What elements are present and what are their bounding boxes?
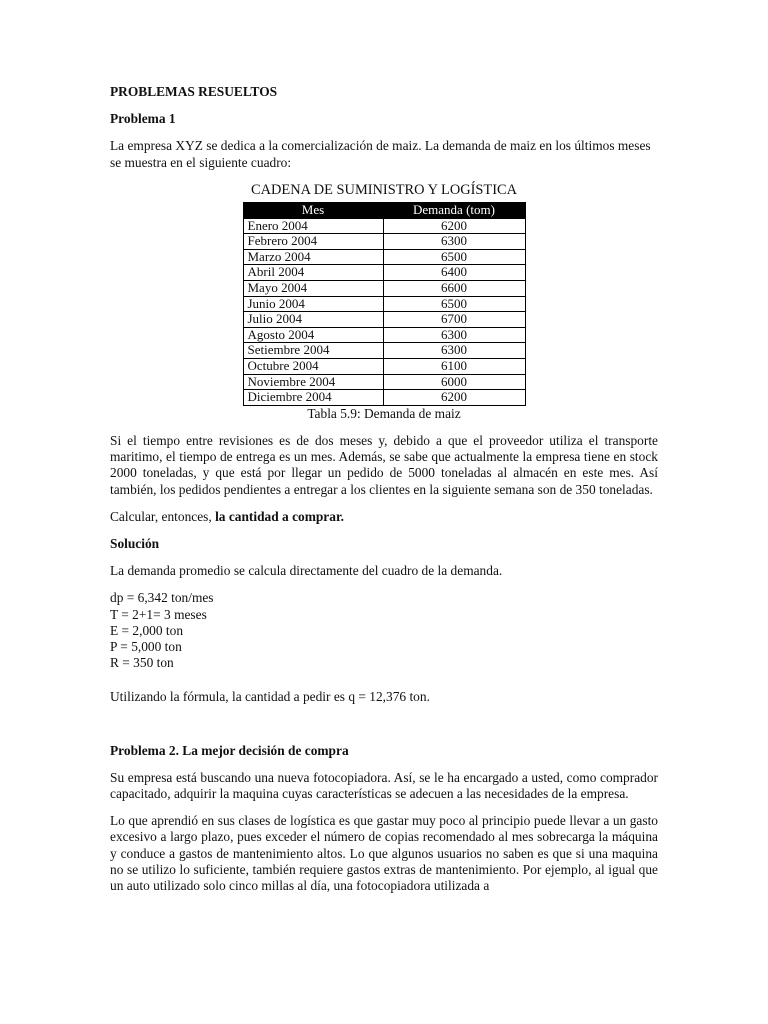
demand-cell: 6600 [383,280,525,296]
table-row [243,358,525,374]
column-header-demand: Demanda (tom) [383,203,525,219]
problem-2-title: Problema 2. La mejor decisión de compra [110,742,349,758]
month-cell: Marzo 2004 [243,249,383,265]
demand-cell: 6500 [383,249,525,265]
month-cell: Octubre 2004 [243,358,383,374]
demand-cell: 6500 [383,296,525,312]
table-row [243,234,525,250]
demand-cell: 6200 [383,218,525,234]
problem-2-paragraph-1: Su empresa está buscando una nueva fotocopiadora. Así, se le ha encargado a usted, como comprador capacitado, adquirir la maquina cuyas características se adecuen a las necesidades de la empresa. [110,769,658,801]
table-row [243,280,525,296]
result-text: Utilizando la fórmula, la cantidad a pedir es q = 12,376 ton. [110,689,430,705]
month-cell: Julio 2004 [243,312,383,328]
solution-text: La demanda promedio se calcula directamente del cuadro de la demanda. [110,563,503,579]
formula-line: R = 350 ton [110,655,174,671]
month-cell: Enero 2004 [243,218,383,234]
page-heading: PROBLEMAS RESUELTOS [110,84,278,99]
column-header-month: Mes [243,203,383,219]
table-row [243,327,525,343]
demand-cell: 6400 [383,265,525,281]
demand-cell: 6300 [383,234,525,250]
table-row [243,249,525,265]
solution-title: Solución [110,535,160,551]
formula-line: P = 5,000 ton [110,638,182,654]
table-body [243,218,525,405]
table-title: CADENA DE SUMINISTRO Y LOGÍSTICA [251,181,517,198]
problem-1-paragraph-2: Si el tiempo entre revisiones es de dos meses y, debido a que el proveedor utiliza el transporte maritimo, el tiempo de entrega es un mes. Además, se sabe que actualmente la empresa tiene en stock 2000 toneladas, y que está por llegar un pedido de 5000 toneladas al almacén en este mes. Así también, los pedidos pendientes a entregar a los clientes en la siguiente semana son de 350 toneladas. [110,432,658,497]
table-row [243,312,525,328]
problem-1-title: Problema 1 [110,111,176,127]
calculate-prefix: Calcular, entonces, [110,508,216,524]
problem-2-paragraph-2: Lo que aprendió en sus clases de logística es que gastar muy poco al principio puede llevar a un gasto excesivo a largo plazo, pues exceder el número de copias recomendado al mes sobrecarga la máquina y conduce a gastos de mantenimiento altos. Lo que algunos usuarios no saben es que si una maquina no se utilizo lo suficiente, también requiere gastos extras de mantenimiento. Por ejemplo, al igual que un auto utilizado solo cinco millas al día, una fotocopiadora utilizada a [110,813,658,893]
demand-cell: 6000 [383,374,525,390]
formula-line: E = 2,000 ton [110,622,184,638]
table-row [243,296,525,312]
demand-cell: 6300 [383,343,525,359]
formula-line: dp = 6,342 ton/mes [110,590,214,606]
table-header-row [243,203,525,219]
demand-cell: 6700 [383,312,525,328]
month-cell: Diciembre 2004 [243,390,383,406]
problem-1-intro: La empresa XYZ se dedica a la comercialización de maiz. La demanda de maiz en los últimos meses se muestra en el siguiente cuadro: [110,138,651,170]
calculate-instruction [110,509,658,525]
month-cell: Setiembre 2004 [243,343,383,359]
table-row [243,390,525,406]
demand-cell: 6100 [383,358,525,374]
month-cell: Agosto 2004 [243,327,383,343]
table-row [243,343,525,359]
demand-cell: 6200 [383,390,525,406]
formula-list [110,590,658,671]
month-cell: Abril 2004 [243,265,383,281]
document-content [110,84,658,905]
table-caption: Tabla 5.9: Demanda de maiz [307,405,461,421]
calculate-bold: la cantidad a comprar. [215,508,345,524]
formula-line: T = 2+1= 3 meses [110,606,207,622]
month-cell: Mayo 2004 [243,280,383,296]
month-cell: Junio 2004 [243,296,383,312]
section-gap [110,717,658,743]
demand-table [243,202,526,406]
month-cell: Febrero 2004 [243,234,383,250]
month-cell: Noviembre 2004 [243,374,383,390]
table-row [243,265,525,281]
demand-cell: 6300 [383,327,525,343]
table-row [243,218,525,234]
table-row [243,374,525,390]
